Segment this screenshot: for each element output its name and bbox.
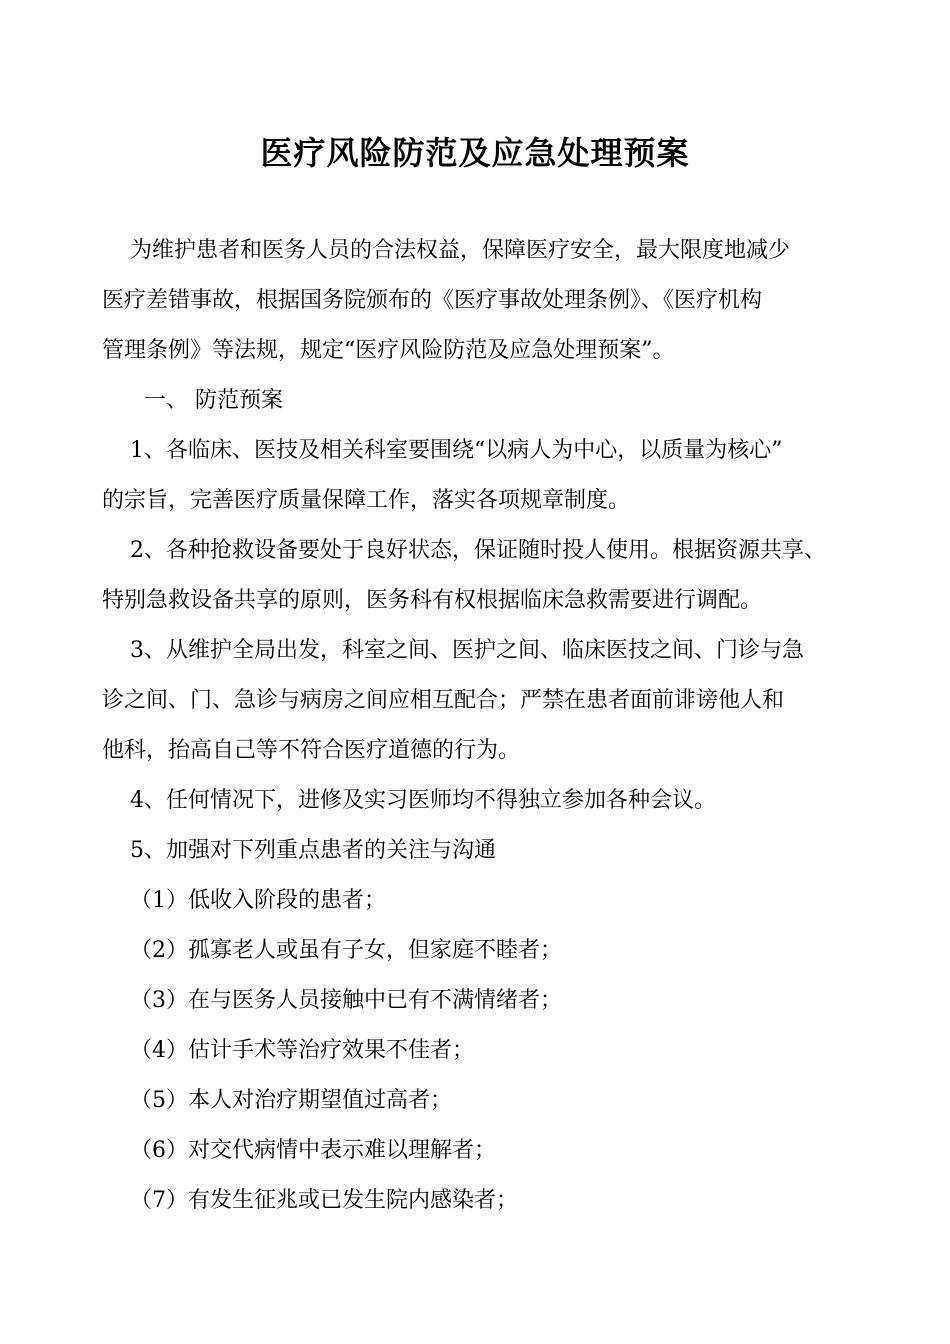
item-2-line-1: 2、各种抢救设备要处于良好状态，保证随时投人使用。根据资源共享、 (130, 538, 826, 563)
item-2-line-2: 特别急救设备共享的原则，医务科有权根据临床急救需要进行调配。 (102, 588, 763, 613)
sub-item-2: （2）孤寡老人或虽有子女，但家庭不睦者； (130, 938, 562, 963)
intro-line-1: 为维护患者和医务人员的合法权益，保障医疗安全，最大限度地减少 (130, 238, 791, 263)
sub-item-4: （4）估计手术等治疗效果不佳者； (130, 1038, 474, 1063)
item-3-line-1: 3、从维护全局出发，科室之间、医护之间、临床医技之间、门诊与急 (130, 638, 804, 663)
item-3-line-2: 诊之间、门、急诊与病房之间应相互配合；严禁在患者面前诽谤他人和 (102, 688, 785, 713)
sub-item-6: （6）对交代病情中表示难以理解者； (130, 1138, 496, 1163)
item-4-line: 4、任何情况下，进修及实习医师均不得独立参加各种会议。 (130, 788, 716, 813)
sub-item-1: （1）低收入阶段的患者； (130, 888, 386, 913)
item-3-line-3: 他科，抬高自己等不符合医疗道德的行为。 (102, 738, 521, 763)
sub-item-5: （5）本人对治疗期望值过高者； (130, 1088, 452, 1113)
item-1-line-1: 1、各临床、医技及相关科室要围绕“以病人为中心，以质量为核心” (130, 438, 783, 463)
sub-item-3: （3）在与医务人员接触中已有不满情绪者； (130, 988, 562, 1013)
intro-line-2: 医疗差错事故，根据国务院颁布的《医疗事故处理条例》、《医疗机构 (102, 288, 763, 313)
section-heading: 一、 防范预案 (144, 388, 283, 413)
document-title: 医疗风险防范及应急处理预案 (260, 134, 690, 172)
intro-line-3: 管理条例》等法规，规定“医疗风险防范及应急处理预案”。 (102, 338, 675, 363)
item-1-line-2: 的宗旨，完善医疗质量保障工作，落实各项规章制度。 (102, 488, 631, 513)
item-5-line: 5、加强对下列重点患者的关注与沟通 (130, 838, 496, 863)
sub-item-7: （7）有发生征兆或已发生院内感染者； (130, 1188, 518, 1213)
